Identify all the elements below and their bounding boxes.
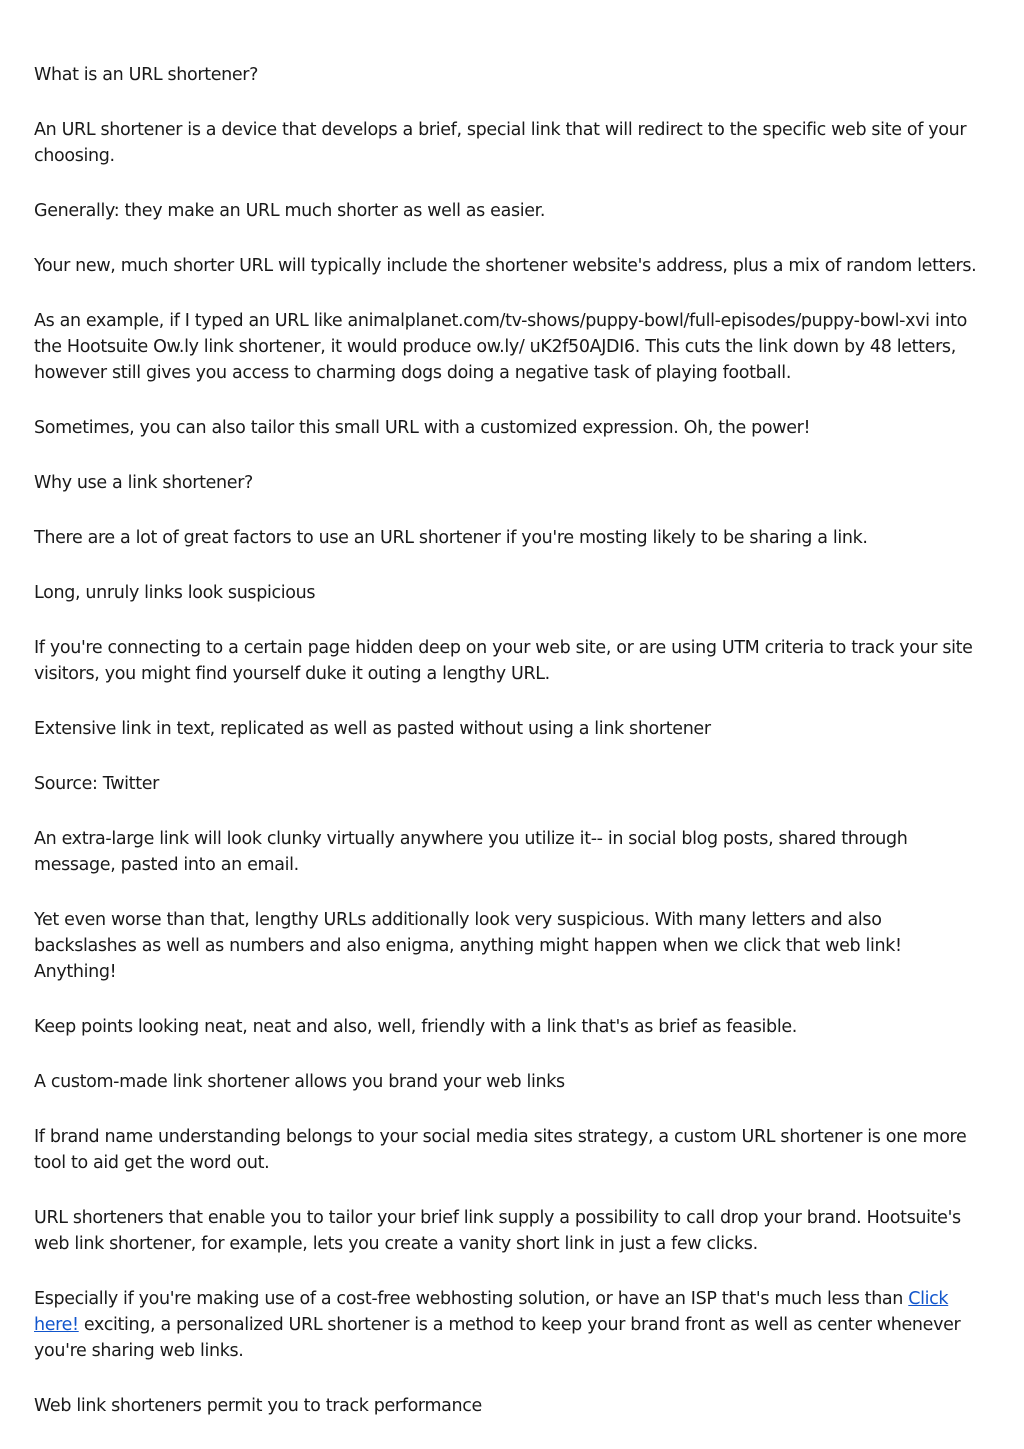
paragraph-tailor: URL shorteners that enable you to tailor your brief link supply a possibility to call drop your brand. Hootsuite's web link shortener, for example, lets you create a vanity short link in just a few clicks. — [34, 1208, 961, 1254]
heading-why-use: Why use a link shortener? — [34, 473, 253, 493]
document-body — [34, 62, 986, 1448]
heading-track-performance: Web link shorteners permit you to track performance — [34, 1396, 482, 1416]
paragraph-suspicious: Yet even worse than that, lengthy URLs additionally look very suspicious. With many letters and also backslashes as well as numbers and also enigma, anything might happen when we click that web link! Anything! — [34, 910, 902, 982]
caption-source: Source: Twitter — [34, 774, 159, 794]
paragraph-example: As an example, if I typed an URL like animalplanet.com/tv-shows/puppy-bowl/full-episodes/puppy-bowl-xvi into the Hootsuite Ow.ly link shortener, it would produce ow.ly/ uK2f50AJDI6. This cuts the link down by 48 letters, however still gives you access to charming dogs doing a negative task of playing football. — [34, 311, 967, 383]
paragraph-extra-large-link: An extra-large link will look clunky virtually anywhere you utilize it-- in social blog posts, shared through message, pasted into an email. — [34, 829, 908, 875]
paragraph-new-url: Your new, much shorter URL will typically include the shortener website's address, plus a mix of random letters. — [34, 256, 977, 276]
heading-long-links: Long, unruly links look suspicious — [34, 583, 316, 603]
paragraph-webhosting-after: exciting, a personalized URL shortener is a method to keep your brand front as well as center whenever you're sharing web links. — [34, 1315, 961, 1361]
paragraph-webhosting — [34, 1286, 986, 1364]
paragraph-connecting: If you're connecting to a certain page hidden deep on your web site, or are using UTM criteria to track your site visitors, you might find yourself duke it outing a lengthy URL. — [34, 638, 973, 684]
click-here-link[interactable]: Click here! — [34, 1289, 949, 1335]
paragraph-brand-strategy: If brand name understanding belongs to your social media sites strategy, a custom URL shortener is one more tool to aid get the word out. — [34, 1127, 967, 1173]
paragraph-keep-neat: Keep points looking neat, neat and also, well, friendly with a link that's as brief as feasible. — [34, 1017, 797, 1037]
paragraph-generally: Generally: they make an URL much shorter as well as easier. — [34, 201, 546, 221]
paragraph-great-factors: There are a lot of great factors to use an URL shortener if you're mosting likely to be sharing a link. — [34, 528, 868, 548]
heading-what-is-url-shortener: What is an URL shortener? — [34, 65, 259, 85]
paragraph-customize: Sometimes, you can also tailor this small URL with a customized expression. Oh, the power! — [34, 418, 811, 438]
heading-custom-brand: A custom-made link shortener allows you brand your web links — [34, 1072, 565, 1092]
paragraph-definition: An URL shortener is a device that develops a brief, special link that will redirect to the specific web site of your choosing. — [34, 120, 967, 166]
paragraph-webhosting-before: Especially if you're making use of a cost-free webhosting solution, or have an ISP that's much less than — [34, 1289, 909, 1309]
caption-extensive-link: Extensive link in text, replicated as well as pasted without using a link shortener — [34, 719, 711, 739]
